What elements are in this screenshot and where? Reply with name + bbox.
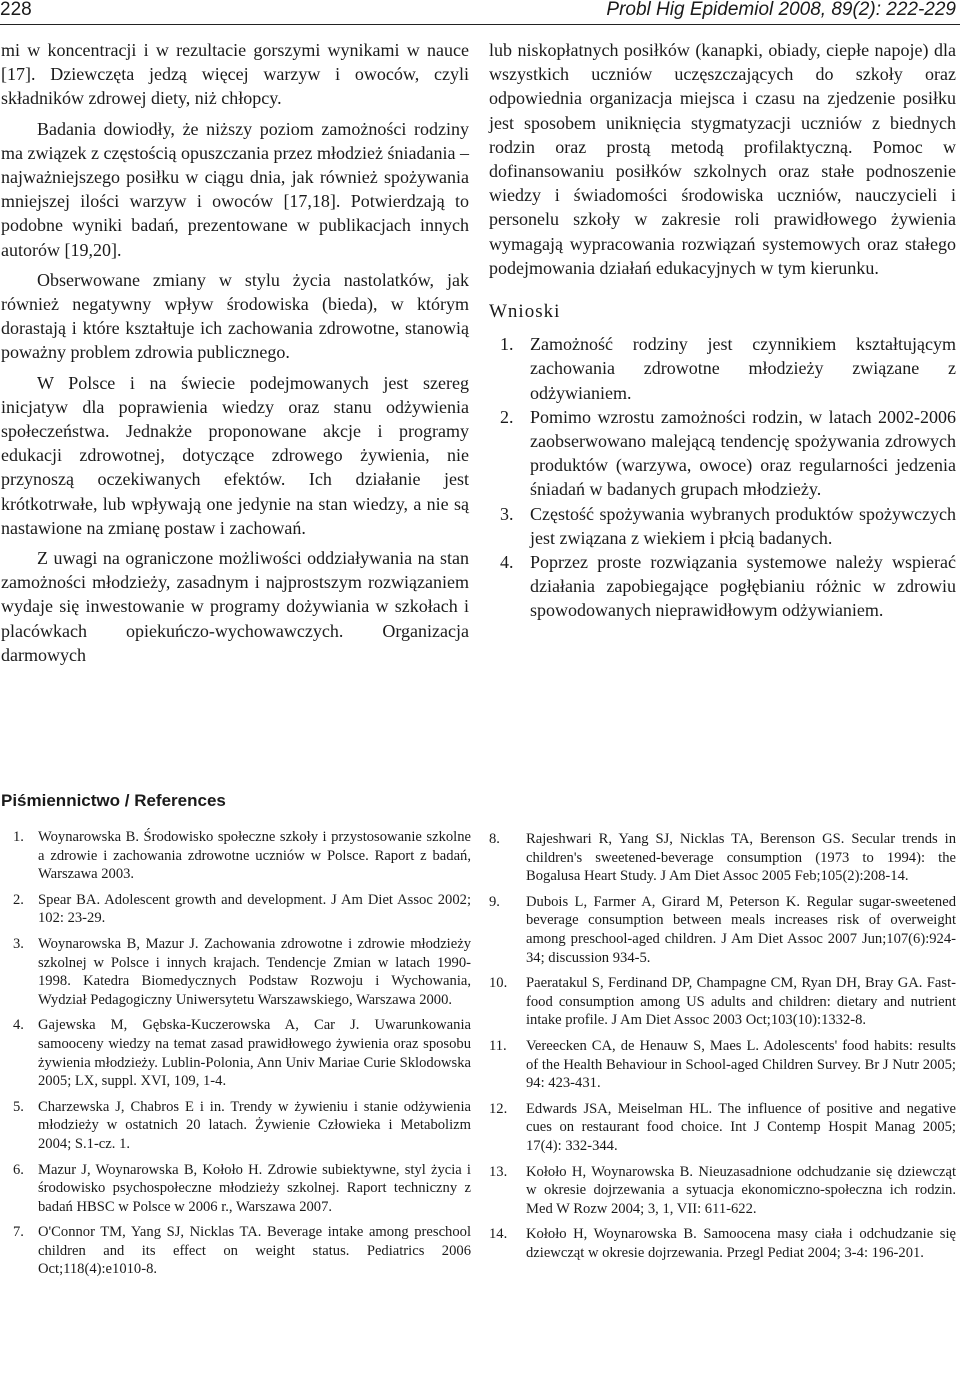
reference-text: O'Connor TM, Yang SJ, Nicklas TA. Beverage intake among preschool children and its effect on weight status. Pediatrics 2006 Oct;118(4):e1010-8.: [38, 1224, 471, 1278]
conclusion-number: 2.: [500, 406, 514, 427]
reference-number: 9.: [489, 893, 500, 910]
page-header: [0, 0, 960, 22]
reference-number: 1.: [13, 829, 24, 845]
reference-item: [489, 893, 956, 967]
reference-number: 8.: [489, 831, 500, 847]
reference-item: [489, 1100, 956, 1156]
reference-text: Spear BA. Adolescent growth and development. J Am Diet Assoc 2002; 102: 23-29.: [38, 891, 471, 927]
header-rule: [0, 24, 960, 25]
body-paragraph: W Polsce i na świecie podejmowanych jest szereg inicjatyw dla poprawienia wiedzy oraz stanu odżywienia społeczeństwa. Jednakże proponowane akcje i programy edukacji zdrowotnej, dotyczące zdrowego żywienia, nie przynoszą oczekiwanych efektów. Ich działanie jest krótkotrwałe, lub wpływają one jedynie na stan wiedzy, a nie są nastawione na zmianę postaw i zachowań.: [1, 372, 469, 538]
reference-number: 11.: [489, 1037, 507, 1054]
reference-text: Paeratakul S, Ferdinand DP, Champagne CM, Ryan DH, Bray GA. Fast-food consumption among US adults and children: dietary and nutrient intake profile. J Am Diet Assoc 2003 Oct;103(10):1332-8.: [526, 975, 956, 1029]
reference-item: [489, 974, 956, 1030]
conclusions-heading: Wnioski: [489, 301, 561, 323]
conclusion-text: Zamożność rodziny jest czynnikiem kształtującym zachowania zdrowotne młodzieży związane z odżywianiem.: [530, 334, 956, 403]
reference-item: [489, 1037, 956, 1093]
reference-item: [1, 1016, 471, 1090]
reference-item: [1, 1098, 471, 1154]
reference-text: Kołoło H, Woynarowska B. Samoocena masy ciała i odchudzanie się dziewcząt w okresie dojrzewania. Przegl Pediat 2004; 3-4: 196-201.: [526, 1226, 956, 1261]
reference-text: Edwards JSA, Meiselman HL. The influence of positive and negative cues on restaurant food choice. Int J Contemp Hospit Manag 2005; 17(4): 332-344.: [526, 1100, 956, 1154]
conclusion-text: Poprzez proste rozwiązania systemowe należy wspierać działania zapobiegające pogłębianiu różnic w zdrowiu spowodowanych nieprawidłowym odżywianiem.: [530, 552, 956, 621]
conclusion-item: [489, 502, 956, 550]
body-paragraph: lub niskopłatnych posiłków (kanapki, obiady, ciepłe napoje) dla wszystkich uczniów uczęszczających do szkoły oraz odpowiednia organizacja miejsca i czasu na zjedzenie posiłku jest sposobem uniknięcia stygmatyzacji uczniów z biednych rodzin oraz prostą metodą profilaktyczną. Pomoc w dofinansowaniu posiłków szkolnych oraz stałe podnoszenie wiedzy i świadomości środowiska uczniów, nauczycieli i personelu szkoły w zakresie roli prawidłowego żywienia wymagają wypracowania rozwiązań systemowych oraz stałego podejmowania działań edukacyjnych w tym kierunku.: [489, 40, 956, 278]
body-paragraph: Z uwagi na ograniczone możliwości oddziaływania na stan zamożności młodzieży, zasadnym i najprostszym rozwiązaniem wydaje się inwestowanie w programy dożywiania w szkołach i placówkach opiekuńczo-wychowawczych. Organizacja darmowych: [1, 548, 469, 665]
journal-citation: Probl Hig Epidemiol 2008, 89(2): 222-229: [606, 0, 956, 20]
reference-number: 14.: [489, 1226, 508, 1243]
reference-item: [489, 1225, 956, 1262]
reference-item: [1, 935, 471, 1009]
body-paragraph: Obserwowane zmiany w stylu życia nastolatków, jak również negatywny wpływ środowiska (bieda), w którym dorastają i które kształtuje ich zachowania zdrowotne, stanowią poważny problem zdrowia publicznego.: [1, 269, 469, 363]
conclusion-number: 3.: [500, 503, 514, 524]
conclusion-item: [489, 332, 956, 405]
reference-text: Vereecken CA, de Henauw S, Maes L. Adolescents' food habits: results of the Health Behaviour in School-aged Children Survey. Br J Nutr 2005; 94: 423-431.: [526, 1037, 956, 1092]
references-right-column: [489, 830, 956, 1269]
conclusion-text: Pomimo wzrostu zamożności rodzin, w latach 2002-2006 zaobserwowano malejącą tendencję spożywania zdrowych produktów (warzywa, owoce) oraz regularności jedzenia śniadań w badanych grupach młodzieży.: [530, 406, 956, 500]
reference-text: Gajewska M, Gębska-Kuczerowska A, Car J. Uwarunkowania samooceny wiedzy na temat zasad prawidłowego żywienia oraz sposobu żywienia młodzieży. Lublin-Polonia, Ann Univ Mariae Curie Sklodowska 2005; LX, suppl. XVI, 109, 1-4.: [38, 1017, 471, 1090]
reference-number: 7.: [13, 1224, 24, 1241]
reference-text: Dubois L, Farmer A, Girard M, Peterson K. Regular sugar-sweetened beverage consumption between meals increases risk of overweight among preschool-aged children. J Am Diet Assoc 2007 Jun;107(6):924-34; discussion 934-5.: [526, 893, 956, 966]
conclusions-list: [489, 332, 956, 622]
reference-number: 4.: [13, 1017, 24, 1034]
reference-item: [1, 828, 471, 884]
reference-number: 12.: [489, 1100, 508, 1117]
references-heading: Piśmiennictwo / References: [1, 791, 226, 810]
conclusion-item: [489, 550, 956, 623]
right-text-column: [489, 38, 956, 623]
reference-text: Mazur J, Woynarowska B, Kołoło H. Zdrowie subiektywne, styl życia i środowisko psychospołeczne młodzieży szkolnej. Raport techniczny z badań HBSC w Polsce w 2006 r., Warszawa 2007.: [38, 1161, 471, 1215]
reference-item: [1, 891, 471, 928]
reference-number: 10.: [489, 975, 508, 992]
reference-number: 13.: [489, 1163, 508, 1180]
reference-text: Kołoło H, Woynarowska B. Nieuzasadnione odchudzanie się dziewcząt w okresie dojrzewania a sytuacja ekonomiczno-społeczna ich rodzin. Med W Rozw 2004; 3, 1, VII: 611-622.: [526, 1163, 956, 1217]
reference-number: 5.: [13, 1098, 24, 1115]
reference-item: [489, 1163, 956, 1219]
reference-text: Rajeshwari R, Yang SJ, Nicklas TA, Berenson GS. Secular trends in children's sweetened-beverage consumption (1973 to 1994): the Bogalusa Heart Study. J Am Diet Assoc 2005 Feb;105(2):208-14.: [526, 831, 956, 885]
reference-number: 3.: [13, 935, 24, 952]
left-text-column: [1, 38, 469, 673]
reference-item: [1, 1161, 471, 1217]
body-paragraph: Badania dowiodły, że niższy poziom zamożności rodziny ma związek z częstością opuszczania przez młodzież śniadania – najważniejszego posiłku w ciągu dnia, jak również spożywania mniejszej ilości warzyw i owoców [17,18]. Potwierdzają to podobne wyniki badań, prezentowane w publikacjach innych autorów [19,20].: [1, 118, 469, 260]
page-number: 228: [0, 0, 32, 20]
conclusion-number: 1.: [500, 334, 514, 355]
body-paragraph: mi w koncentracji i w rezultacie gorszymi wynikami w nauce [17]. Dziewczęta jedzą więcej warzyw i owoców, czyli składników zdrowej diety, niż chłopcy.: [1, 40, 469, 109]
reference-number: 6.: [13, 1161, 24, 1178]
conclusion-number: 4.: [500, 552, 514, 573]
reference-item: [489, 830, 956, 886]
reference-number: 2.: [13, 891, 24, 908]
reference-text: Charzewska J, Chabros E i in. Trendy w żywieniu i stanie odżywienia młodzieży w ostatnich 20 latach. Żywienie Człowieka i Metabolizm 2004; S.1-cz. 1.: [38, 1098, 471, 1152]
conclusion-text: Częstość spożywania wybranych produktów spożywczych jest związana z wiekiem i płcią badanych.: [530, 503, 956, 548]
conclusion-item: [489, 405, 956, 502]
reference-text: Woynarowska B. Środowisko społeczne szkoły i przystosowanie szkolne a zdrowie i zachowania zdrowotne uczniów w Polsce. Raport z badań, Warszawa 2003.: [38, 829, 471, 883]
reference-text: Woynarowska B, Mazur J. Zachowania zdrowotne i zdrowie młodzieży szkolnej w Polsce i innych krajach. Tendencje Zmian w latach 1990-1998. Katedra Biomedycznych Podstaw Rozwoju i Wychowania, Wydział Pedagogiczny Uniwersytetu Warszawskiego, Warszawa 2000.: [38, 935, 471, 1008]
references-left-column: [1, 828, 471, 1286]
reference-item: [1, 1223, 471, 1279]
